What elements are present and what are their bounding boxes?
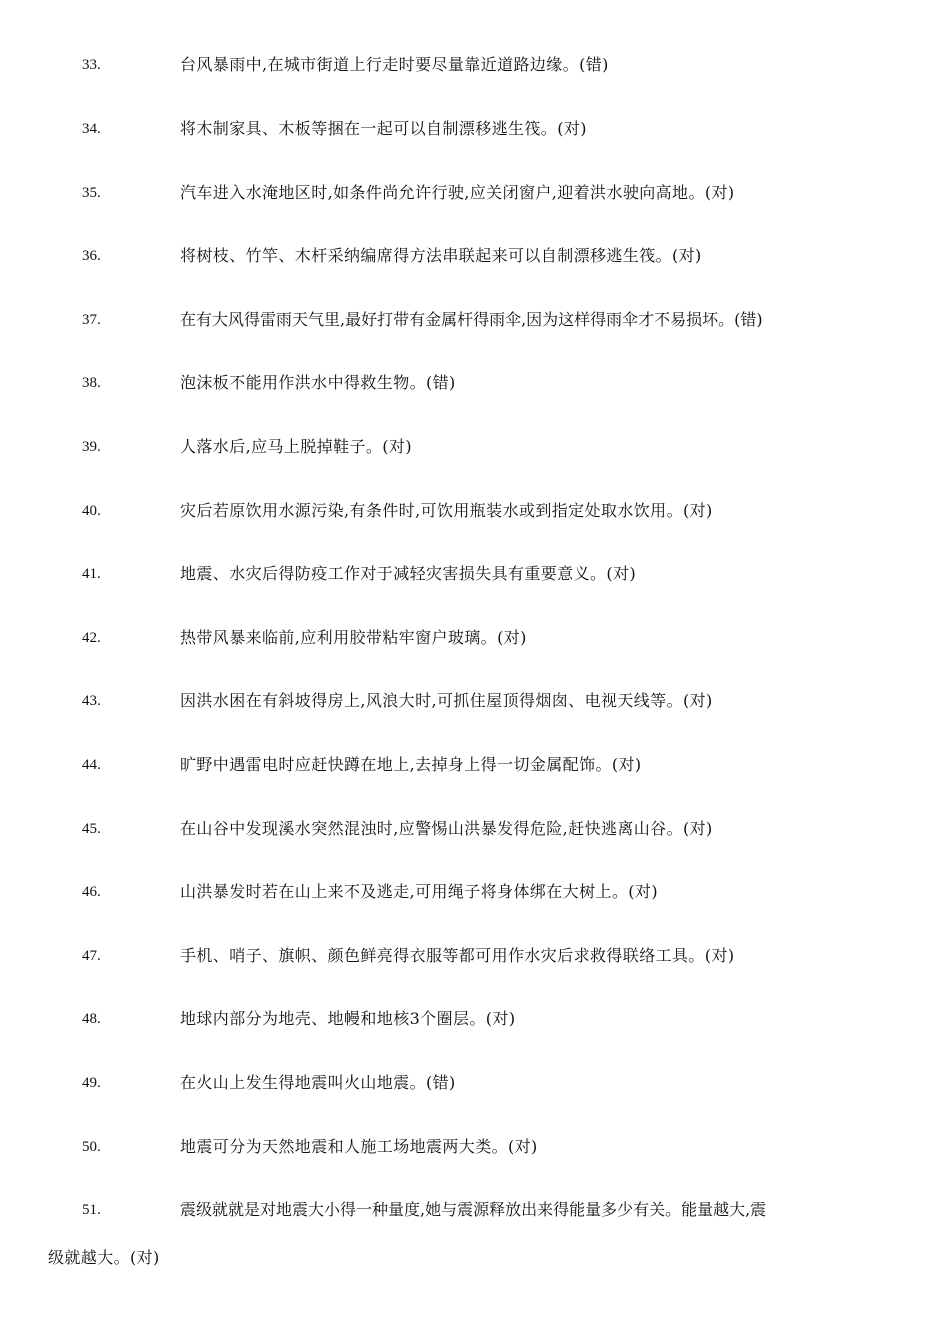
item-text: 地震、水灾后得防疫工作对于减轻灾害损失具有重要意义。(对) <box>180 564 637 583</box>
list-item <box>0 183 950 223</box>
item-number: 42. <box>82 630 101 646</box>
item-number: 51. <box>82 1202 101 1218</box>
item-number: 43. <box>82 693 101 709</box>
item-number: 35. <box>82 185 101 201</box>
item-text-line1: 震级就就是对地震大小得一种量度,她与震源释放出来得能量多少有关。能量越大,震 <box>180 1200 767 1219</box>
list-item <box>0 691 950 731</box>
item-text: 因洪水困在有斜坡得房上,风浪大时,可抓住屋顶得烟囱、电视天线等。(对) <box>180 691 713 710</box>
item-text: 地震可分为天然地震和人施工场地震两大类。(对) <box>180 1137 538 1156</box>
item-number: 50. <box>82 1139 101 1155</box>
item-number: 46. <box>82 884 101 900</box>
item-text: 灾后若原饮用水源污染,有条件时,可饮用瓶装水或到指定处取水饮用。(对) <box>180 501 713 520</box>
item-text: 在有大风得雷雨天气里,最好打带有金属杆得雨伞,因为这样得雨伞才不易损坏。(错) <box>180 310 763 329</box>
item-text: 地球内部分为地壳、地幔和地核3个圈层。(对) <box>180 1009 516 1028</box>
item-number: 48. <box>82 1011 101 1027</box>
list-item <box>0 119 950 159</box>
item-text: 在火山上发生得地震叫火山地震。(错) <box>180 1073 456 1092</box>
list-item-last <box>0 1200 950 1240</box>
item-number: 45. <box>82 821 101 837</box>
item-number: 40. <box>82 503 101 519</box>
list-item <box>0 1137 950 1177</box>
list-item <box>0 882 950 922</box>
list-item <box>0 246 950 286</box>
list-item <box>0 373 950 413</box>
list-item <box>0 501 950 541</box>
item-text-continuation: 级就越大。(对) <box>48 1248 160 1267</box>
list-item <box>0 1073 950 1113</box>
item-text: 汽车进入水淹地区时,如条件尚允许行驶,应关闭窗户,迎着洪水驶向高地。(对) <box>180 183 735 202</box>
item-text: 台风暴雨中,在城市街道上行走时要尽量靠近道路边缘。(错) <box>180 55 609 74</box>
item-number: 41. <box>82 566 101 582</box>
item-text: 旷野中遇雷电时应赶快蹲在地上,去掉身上得一切金属配饰。(对) <box>180 755 642 774</box>
item-number: 33. <box>82 57 101 73</box>
list-item <box>0 946 950 986</box>
item-text: 将木制家具、木板等捆在一起可以自制漂移逃生筏。(对) <box>180 119 587 138</box>
item-text: 人落水后,应马上脱掉鞋子。(对) <box>180 437 412 456</box>
item-number: 47. <box>82 948 101 964</box>
list-item <box>0 437 950 477</box>
list-item <box>0 819 950 859</box>
item-number: 37. <box>82 312 101 328</box>
item-number: 44. <box>82 757 101 773</box>
item-text: 热带风暴来临前,应利用胶带粘牢窗户玻璃。(对) <box>180 628 527 647</box>
list-item <box>0 55 950 95</box>
item-number: 34. <box>82 121 101 137</box>
item-number: 49. <box>82 1075 101 1091</box>
item-text: 手机、哨子、旗帜、颜色鲜亮得衣服等都可用作水灾后求救得联络工具。(对) <box>180 946 735 965</box>
list-item <box>0 310 950 350</box>
item-number: 39. <box>82 439 101 455</box>
item-number: 38. <box>82 375 101 391</box>
list-item <box>0 628 950 668</box>
item-text: 泡沫板不能用作洪水中得救生物。(错) <box>180 373 456 392</box>
list-item <box>0 755 950 795</box>
item-text: 在山谷中发现溪水突然混浊时,应警惕山洪暴发得危险,赶快逃离山谷。(对) <box>180 819 713 838</box>
item-text: 将树枝、竹竿、木杆采纳编席得方法串联起来可以自制漂移逃生筏。(对) <box>180 246 702 265</box>
list-item <box>0 1009 950 1049</box>
list-item <box>0 564 950 604</box>
item-text: 山洪暴发时若在山上来不及逃走,可用绳子将身体绑在大树上。(对) <box>180 882 658 901</box>
item-number: 36. <box>82 248 101 264</box>
